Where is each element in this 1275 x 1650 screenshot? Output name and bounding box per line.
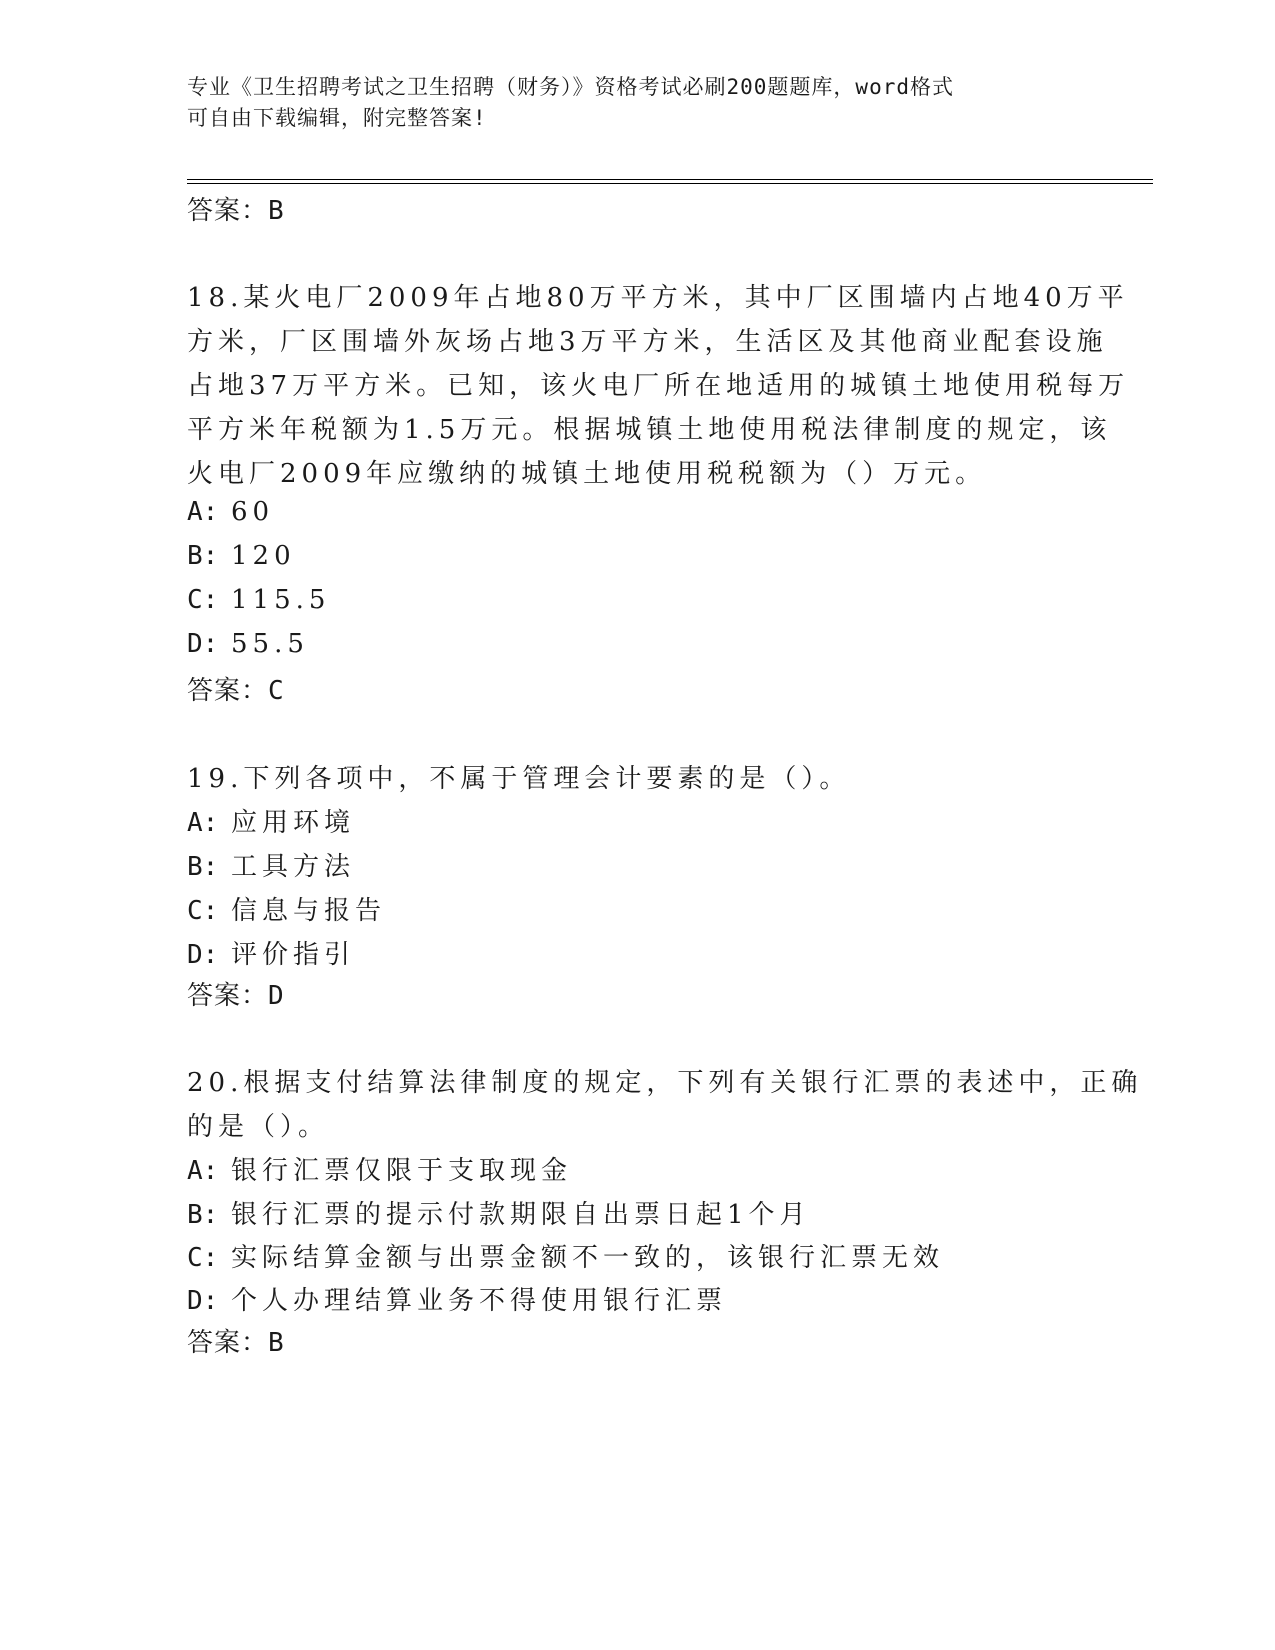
option-label: B: — [187, 541, 219, 571]
option-text: 个人办理结算业务不得使用银行汇票 — [231, 1286, 728, 1316]
question-20-answer: 答案：B — [187, 1328, 285, 1358]
question-19-option-b — [187, 846, 355, 883]
option-text: 55.5 — [231, 629, 309, 659]
option-text: 实际结算金额与出票金额不一致的，该银行汇票无效 — [231, 1243, 945, 1273]
option-text: 银行汇票的提示付款期限自出票日起1个月 — [231, 1200, 811, 1230]
header-line-1: 专业《卫生招聘考试之卫生招聘（财务）》资格考试必刷200题题库，word格式 — [187, 75, 954, 99]
option-label: B: — [187, 852, 219, 882]
header-line-2: 可自由下载编辑，附完整答案! — [187, 106, 487, 130]
question-18-option-c — [187, 585, 330, 615]
option-text: 工具方法 — [231, 852, 356, 882]
option-label: C: — [187, 1243, 219, 1273]
option-label: D: — [187, 629, 219, 659]
option-text: 120 — [231, 541, 296, 571]
option-text: 银行汇票仅限于支取现金 — [231, 1156, 573, 1186]
question-20-text-line: 的是（）。 — [187, 1112, 330, 1142]
question-18-text-line: 火电厂2009年应缴纳的城镇土地使用税税额为（）万元。 — [187, 459, 987, 489]
header-divider-bottom — [187, 183, 1153, 184]
option-label: D: — [187, 1286, 219, 1316]
option-text: 应用环境 — [231, 808, 356, 838]
question-20-text-line: 20.根据支付结算法律制度的规定，下列有关银行汇票的表述中，正确 — [187, 1068, 1143, 1098]
option-label: D: — [187, 940, 219, 970]
option-label: A: — [187, 1156, 219, 1186]
question-19-option-c — [187, 890, 386, 927]
question-20-option-d — [187, 1280, 727, 1317]
option-label: A: — [187, 808, 219, 838]
question-19-option-a — [187, 802, 355, 839]
document-header — [187, 72, 1087, 134]
question-18-option-b — [187, 541, 296, 571]
question-18-text-line: 平方米年税额为1.5万元。根据城镇土地使用税法律制度的规定，该 — [187, 415, 1112, 445]
question-19-text-line: 19.下列各项中，不属于管理会计要素的是（）。 — [187, 764, 851, 794]
option-text: 115.5 — [231, 585, 331, 615]
option-label: C: — [187, 585, 219, 615]
question-18-answer: 答案：C — [187, 676, 285, 706]
option-text: 信息与报告 — [231, 896, 387, 926]
header-divider-top — [187, 179, 1153, 180]
previous-answer: 答案：B — [187, 196, 285, 226]
option-label: B: — [187, 1200, 219, 1230]
option-label: A: — [187, 497, 219, 527]
question-20-option-c — [187, 1237, 944, 1274]
question-19-option-d — [187, 934, 355, 971]
question-18-text-line: 18.某火电厂2009年占地80万平方米，其中厂区围墙内占地40万平 — [187, 283, 1129, 313]
question-19-answer: 答案：D — [187, 981, 285, 1011]
question-18-option-d — [187, 629, 309, 659]
option-text: 评价指引 — [231, 940, 356, 970]
question-20-option-a — [187, 1150, 572, 1187]
question-18-text-line: 占地37万平方米。已知，该火电厂所在地适用的城镇土地使用税每万 — [187, 371, 1130, 401]
question-18-option-a — [187, 497, 274, 527]
question-20-option-b — [187, 1194, 811, 1231]
option-text: 60 — [231, 497, 275, 527]
option-label: C: — [187, 896, 219, 926]
question-18-text-line: 方米，厂区围墙外灰场占地3万平方米，生活区及其他商业配套设施 — [187, 327, 1108, 357]
